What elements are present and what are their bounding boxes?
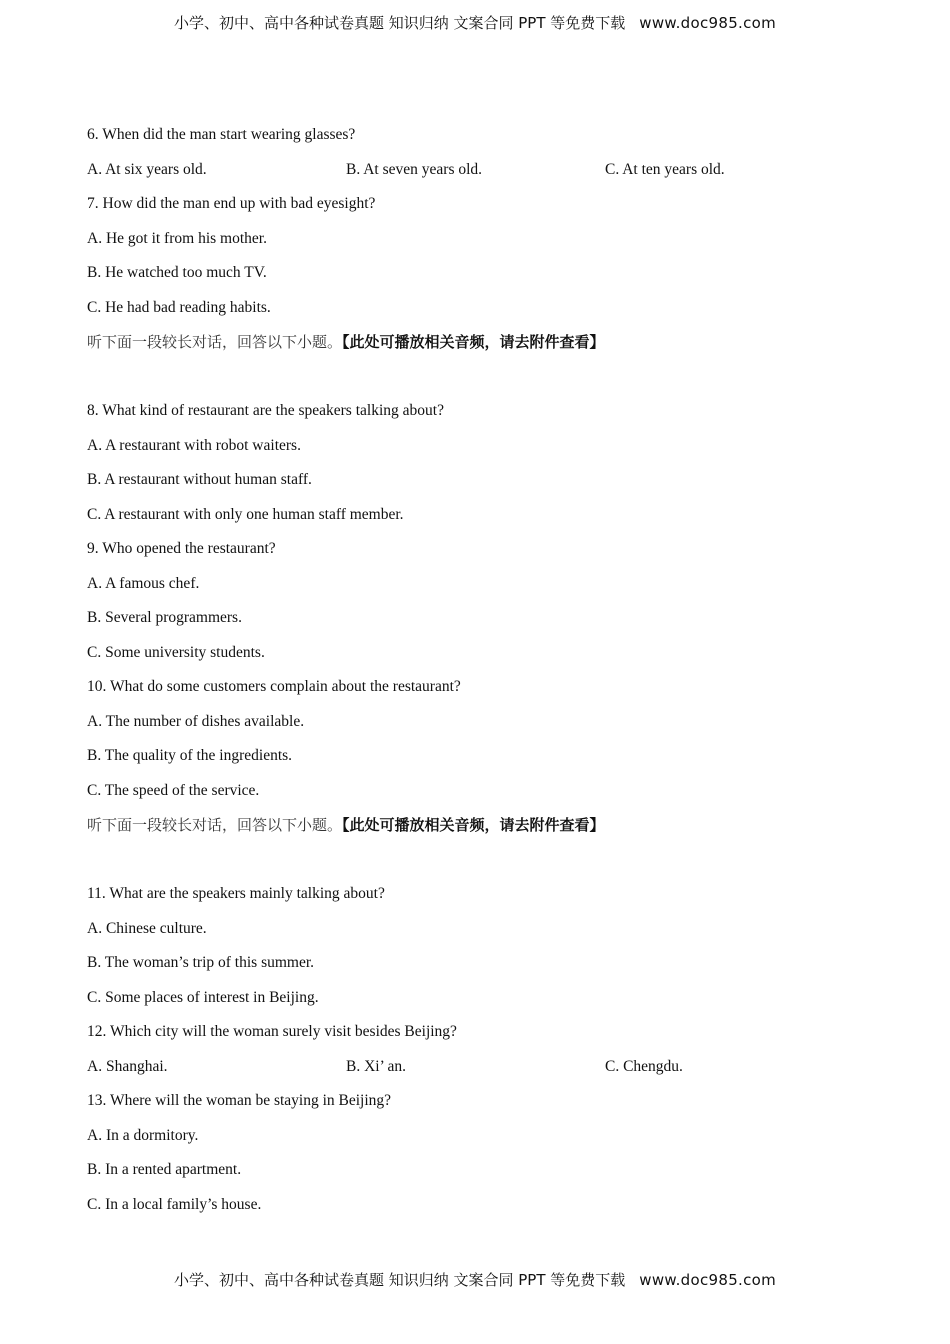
audio-note: 【此处可播放相关音频，请去附件查看】 [342, 333, 605, 351]
question-12-option-b: B. Xi’ an. [346, 1057, 406, 1075]
question-12-option-a: A. Shanghai. [87, 1057, 168, 1075]
question-10-option-a: A. The number of dishes available. [87, 712, 305, 730]
document-body [87, 124, 867, 1228]
question-6-option-b: B. At seven years old. [346, 160, 483, 178]
question-10-stem: 10. What do some customers complain about the restaurant? [87, 678, 461, 695]
question-6-stem: 6. When did the man start wearing glasses? [87, 126, 356, 143]
question-13-option-a: A. In a dormitory. [87, 1126, 199, 1144]
question-8-option-a: A. A restaurant with robot waiters. [87, 436, 301, 454]
spacer [87, 366, 867, 401]
question-6-option-c: C. At ten years old. [605, 160, 725, 178]
question-7-option-a: A. He got it from his mother. [87, 229, 267, 247]
question-12-option-c: C. Chengdu. [605, 1057, 683, 1075]
footer-url[interactable]: www.doc985.com [639, 1271, 777, 1289]
instruction-text: 听下面一段较长对话，回答以下小题。 [87, 816, 343, 834]
question-13-option-b: B. In a rented apartment. [87, 1161, 242, 1178]
question-7-stem: 7. How did the man end up with bad eyesight? [87, 195, 376, 212]
question-9-option-a: A. A famous chef. [87, 574, 200, 592]
question-10-option-b: B. The quality of the ingredients. [87, 747, 293, 764]
header-url[interactable]: www.doc985.com [639, 14, 777, 32]
question-6-option-a: A. At six years old. [87, 160, 207, 178]
question-11-stem: 11. What are the speakers mainly talking about? [87, 885, 385, 902]
question-9-option-c: C. Some university students. [87, 643, 265, 661]
question-13-option-c: C. In a local family’s house. [87, 1195, 262, 1213]
listening-instruction-2 [87, 814, 867, 849]
header-text: 小学、初中、高中各种试卷真题 知识归纳 文案合同 PPT 等免费下载 [173, 14, 626, 32]
spacer [87, 849, 867, 884]
page-header [0, 12, 950, 33]
question-8-stem: 8. What kind of restaurant are the speakers talking about? [87, 402, 444, 419]
question-9-stem: 9. Who opened the restaurant? [87, 540, 276, 557]
question-7-option-c: C. He had bad reading habits. [87, 298, 271, 316]
question-9-option-b: B. Several programmers. [87, 609, 242, 626]
question-8-option-c: C. A restaurant with only one human staff member. [87, 505, 404, 523]
page-footer [0, 1269, 950, 1290]
question-8-option-b: B. A restaurant without human staff. [87, 471, 312, 488]
question-6-options [87, 159, 867, 194]
question-11-option-b: B. The woman’s trip of this summer. [87, 954, 315, 971]
listening-instruction-1 [87, 331, 867, 366]
question-10-option-c: C. The speed of the service. [87, 781, 260, 799]
question-11-option-c: C. Some places of interest in Beijing. [87, 988, 319, 1006]
question-7-option-b: B. He watched too much TV. [87, 264, 267, 281]
instruction-text: 听下面一段较长对话，回答以下小题。 [87, 333, 343, 351]
question-12-options [87, 1056, 867, 1091]
question-13-stem: 13. Where will the woman be staying in Beijing? [87, 1092, 392, 1109]
question-12-stem: 12. Which city will the woman surely visit besides Beijing? [87, 1023, 457, 1040]
footer-text: 小学、初中、高中各种试卷真题 知识归纳 文案合同 PPT 等免费下载 [173, 1271, 626, 1289]
question-11-option-a: A. Chinese culture. [87, 919, 207, 937]
audio-note: 【此处可播放相关音频，请去附件查看】 [342, 816, 605, 834]
